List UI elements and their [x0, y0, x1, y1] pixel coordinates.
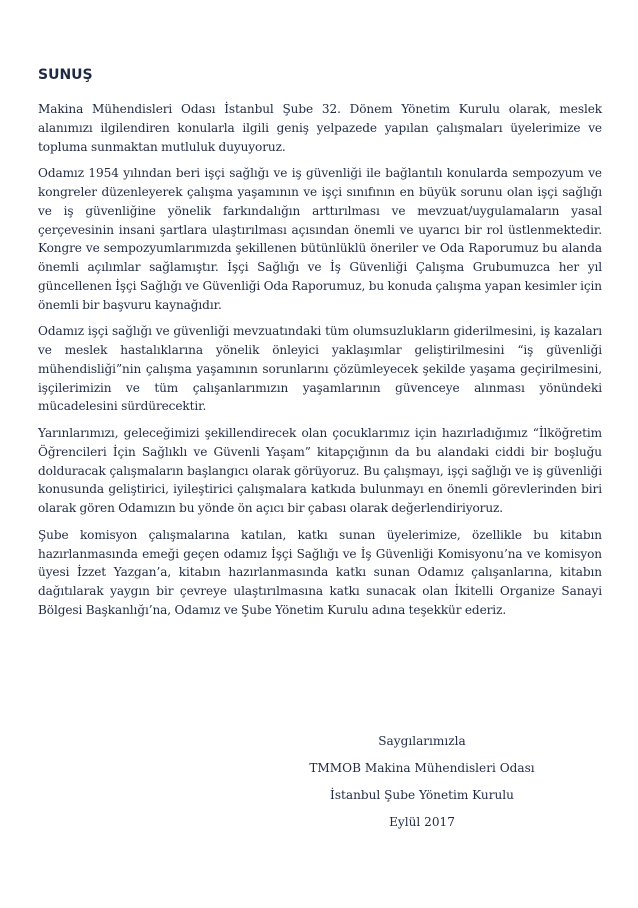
signature-organization: TMMOB Makina Mühendisleri Odası	[309, 761, 535, 775]
paragraph-booklet: Yarınlarımızı, geleceğimizi şekillendirecek olan çocuklarımız için hazırladığımız “İlköğretim Öğrencileri İçin Sağlıklı ve Güvenli Yaşam” kitapçığının da bu alandaki ciddi bir boşluğu dolduracak çalışmaların başlangıcı olarak görüyoruz. Bu çalışmayı, işçi sağlığı ve iş güvenliği konusunda geliştirici, iyileştirici çalışmalara katkıda bulunmayı en önemli görevlerinden biri olarak gören Odamızın bu yönde ön açıcı bir çabası olarak değerlendiriyoruz.	[38, 426, 602, 515]
document-title: SUNUŞ	[38, 67, 93, 83]
paragraph-thanks: Şube komisyon çalışmalarına katılan, katkı sunan üyelerimize, özellikle bu kitabın hazırlanmasında emeği geçen odamız İşçi Sağlığı ve İş Güvenliği Komisyonu’na ve komisyon üyesi İzzet Yazgan’a, kitabın hazırlanmasında katkı sunan Odamız çalışanlarına, kitabın dağıtılarak yaygın bir çevreye ulaştırılmasına katkı sunacak olan İkitelli Organize Sanayi Bölgesi Başkanlığı’na, Odamız ve Şube Yönetim Kurulu adına teşekkür ederiz.	[38, 527, 602, 617]
paragraph-mission: Odamız işçi sağlığı ve güvenliği mevzuatındaki tüm olumsuzlukların giderilmesini, iş kazaları ve meslek hastalıklarına yönelik önleyici yaklaşımlar geliştirilmesini “iş güvenliği mühendisliği”nin çalışma yaşamının sorunlarını çözümleyecek şekilde yaşama geçirilmesini, işçilerimizin ve tüm çalışanlarımızın yaşamlarının güvenceye alınması yönündeki mücadelesini sürdürecektir.	[38, 324, 602, 414]
signature-date: Eylül 2017	[389, 815, 455, 829]
signature-closing: Saygılarımızla	[378, 734, 466, 748]
signature-block	[280, 728, 564, 836]
paragraph-history: Odamız 1954 yılından beri işçi sağlığı ve iş güvenliği ile bağlantılı konularda sempozyum ve kongreler düzenleyerek çalışma yaşamının ve işçi sınıfının en büyük sorunu olan işçi sağlığı ve iş güvenliğine yönelik farkındalığın arttırılması ve mevzuat/uygulamaların yasal çerçevesinin insani şartlara ulaştırılması açısından önemli ve uyarıcı bir rol üstlenmektedir. Kongre ve sempozyumlarımızda şekillenen bütünlüklü öneriler ve Oda Raporumuz bu alanda önemli açılımlar sağlamıştır. İşçi Sağlığı ve İş Güvenliği Çalışma Grubumuzca her yıl güncellenen İşçi Sağlığı ve Güvenliği Oda Raporumuz, bu konuda çalışma yapan kesimler için önemli bir başvuru kaynağıdır.	[38, 166, 602, 312]
document-page	[38, 66, 602, 628]
signature-branch: İstanbul Şube Yönetim Kurulu	[330, 788, 514, 802]
paragraph-intro: Makina Mühendisleri Odası İstanbul Şube 32. Dönem Yönetim Kurulu olarak, meslek alanımızı ilgilendiren konularla ilgili geniş yelpazede yapılan çalışmaları üyelerimize ve topluma sunmaktan mutluluk duyuyoruz.	[38, 102, 602, 154]
